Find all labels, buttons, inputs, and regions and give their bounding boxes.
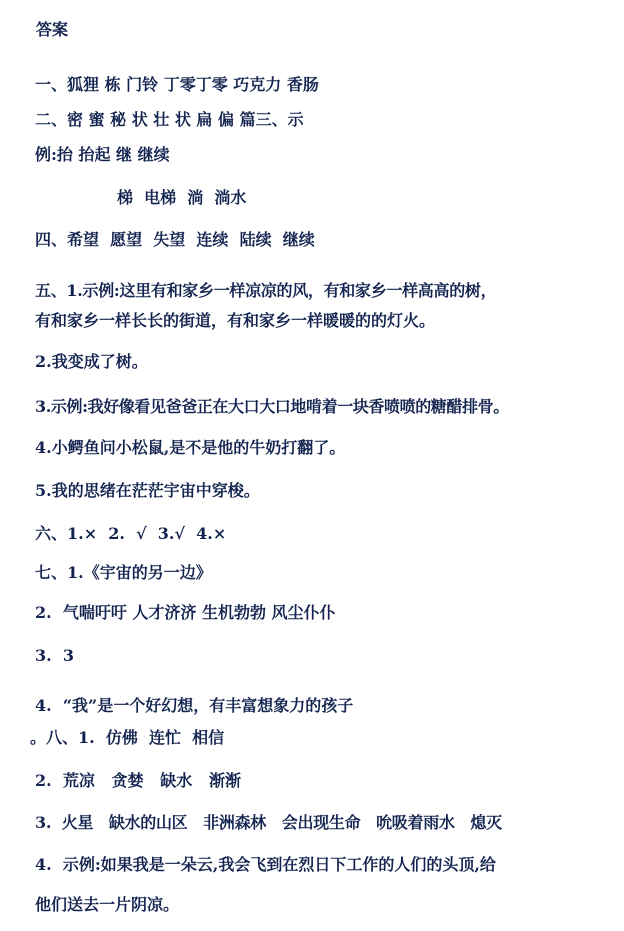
answer-line-5-3: 3.示例:我好像看见爸爸正在大口大口地啃着一块香喷喷的糖醋排骨。 xyxy=(35,397,509,416)
answer-line-7-1: 七、1.《宇宙的另一边》 xyxy=(35,563,212,582)
answer-line-1-1: 一、狐狸 栋 门铃 丁零丁零 巧克力 香肠 xyxy=(35,75,319,94)
answer-line-8-4a: 4. 示例:如果我是一朵云,我会飞到在烈日下工作的人们的头顶,给 xyxy=(35,855,496,874)
answer-line-8-2: 2. 荒凉 贪婪 缺水 渐渐 xyxy=(35,771,241,790)
answer-line-5-2: 2.我变成了树。 xyxy=(35,352,148,371)
answer-line-8-3: 3. 火星 缺水的山区 非洲森林 会出现生命 吮吸着雨水 熄灭 xyxy=(35,813,502,832)
answer-line-2-1: 二、密 蜜 秘 状 壮 状 扁 偏 篇三、示 xyxy=(35,110,304,129)
answer-line-7-2: 2. 气喘吁吁 人才济济 生机勃勃 风尘仆仆 xyxy=(35,603,336,622)
answer-line-5-5: 5.我的思绪在茫茫宇宙中穿梭。 xyxy=(35,481,260,500)
answer-line-7-4: 4. “我”是一个好幻想，有丰富想象力的孩子 xyxy=(35,696,354,715)
answer-line-6: 六、1.× 2. √ 3.√ 4.× xyxy=(35,524,227,543)
answer-line-5-4: 4.小鳄鱼问小松鼠,是不是他的牛奶打翻了。 xyxy=(35,438,346,457)
answer-line-5-1b: 有和家乡一样长长的街道，有和家乡一样暖暖的的灯火。 xyxy=(35,311,436,330)
answer-line-5-1a: 五、1.示例:这里有和家乡一样凉凉的风，有和家乡一样高高的树， xyxy=(35,281,497,300)
answer-line-2-2: 例:抬 抬起 继 继续 xyxy=(35,145,170,164)
answer-line-4: 四、希望 愿望 失望 连续 陆续 继续 xyxy=(35,230,315,249)
answer-line-8-1: 。八、1. 仿佛 连忙 相信 xyxy=(30,728,225,747)
answer-line-7-3: 3. 3 xyxy=(35,646,74,665)
page-title: 答案 xyxy=(36,20,69,39)
answer-line-2-3: 梯 电梯 淌 淌水 xyxy=(117,188,247,207)
answer-line-8-4b: 他们送去一片阴凉。 xyxy=(35,895,180,914)
